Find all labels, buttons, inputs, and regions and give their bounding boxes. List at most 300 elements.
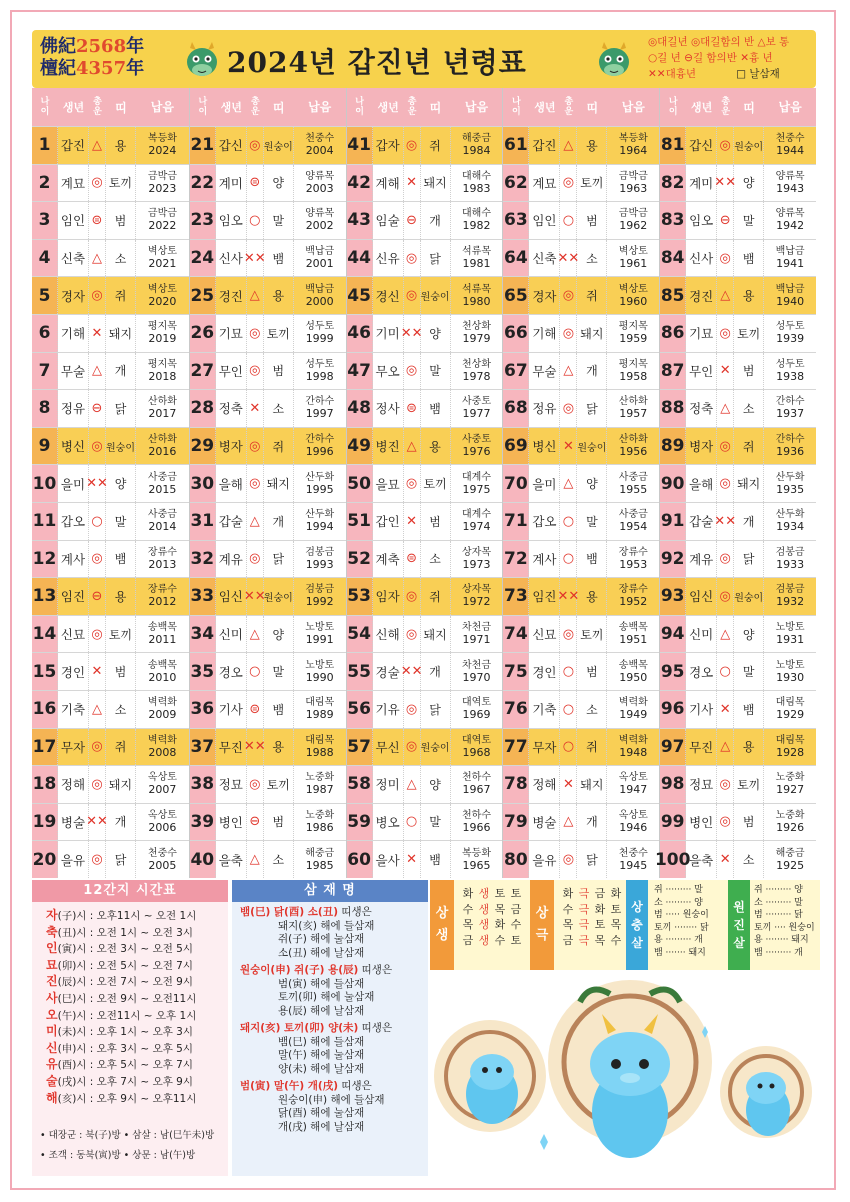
table-row	[347, 840, 503, 878]
table-header-row	[32, 88, 189, 126]
age-cell: 67	[503, 353, 529, 390]
ganzhi-cell: 무술	[58, 353, 89, 390]
napeum-cell	[294, 390, 346, 427]
table-row	[32, 803, 189, 841]
samjae-line: 소(丑) 해에 날삼재	[278, 946, 365, 959]
table-row	[32, 728, 189, 766]
napeum-cell	[451, 729, 503, 766]
birth-year: 1963	[619, 181, 648, 195]
napeum-name: 양류목	[775, 170, 805, 182]
napeum-name: 석류목	[462, 246, 491, 258]
chongun-cell: ◎	[89, 616, 106, 653]
chongun-cell: ◎	[717, 541, 734, 578]
age-column-block	[502, 88, 659, 878]
table-row	[347, 540, 503, 578]
napeum-cell	[136, 691, 189, 728]
age-cell: 43	[347, 202, 373, 239]
chongun-cell: ◎	[560, 390, 577, 427]
chongun-cell: ○	[247, 653, 264, 690]
samjae-zodiacs: 돼지(亥) 토끼(卯) 양(未)	[240, 1022, 359, 1034]
tti-cell: 쥐	[734, 428, 764, 465]
age-cell: 88	[660, 390, 686, 427]
ganzhi-cell: 신미	[216, 616, 247, 653]
ganzhi-cell: 을해	[216, 465, 247, 502]
five-element-row	[560, 902, 624, 918]
chongun-cell: ✕	[404, 165, 421, 202]
birth-year: 1929	[776, 708, 805, 722]
table-row	[32, 239, 189, 277]
chongun-cell: ◎	[560, 841, 577, 878]
chongun-cell: ◎	[560, 315, 577, 352]
birth-year: 1925	[776, 858, 805, 872]
birth-year: 1958	[619, 369, 648, 383]
chongun-cell: △	[247, 277, 264, 314]
samjae-line: 범(寅) 해에 들삼재	[278, 977, 365, 990]
ganzhi-cell: 신해	[373, 616, 404, 653]
samjae-title: 삼 재 명	[232, 880, 428, 902]
chongun-cell: ◎	[89, 277, 106, 314]
birth-year: 1945	[619, 858, 648, 872]
page-title: 2024년 갑진년 년령표	[227, 46, 527, 79]
napeum-cell	[451, 653, 503, 690]
napeum-name: 벽력화	[147, 697, 177, 709]
chongun-cell: △	[404, 766, 421, 803]
five-element-cell: 금	[562, 933, 574, 947]
age-cell: 12	[32, 541, 58, 578]
time-branch: 인	[46, 941, 58, 956]
chongun-cell: ◎	[404, 127, 421, 164]
birth-year: 1975	[462, 482, 491, 496]
birth-year: 1993	[305, 557, 334, 571]
birth-year: 1997	[305, 407, 334, 421]
table-row	[660, 502, 816, 540]
age-cell: 23	[190, 202, 216, 239]
tti-cell: 용	[264, 729, 294, 766]
napeum-name: 송백목	[147, 622, 177, 634]
birth-year: 2005	[148, 858, 177, 872]
ganzhi-cell: 갑오	[529, 503, 560, 540]
five-element-row	[460, 886, 524, 902]
tti-header: 띠	[115, 100, 127, 115]
napeum-name: 검봉금	[775, 546, 805, 558]
tti-cell: 뱀	[734, 240, 764, 277]
chongun-cell: △	[717, 616, 734, 653]
napeum-cell	[451, 616, 503, 653]
age-cell: 95	[660, 653, 686, 690]
birth-year: 1981	[462, 257, 491, 271]
dragon-illustrations	[430, 972, 820, 1176]
napeum-cell	[764, 804, 816, 841]
ganzhi-cell: 계축	[373, 541, 404, 578]
table-row	[503, 765, 659, 803]
chongun-cell: △	[247, 616, 264, 653]
table-row	[654, 840, 816, 878]
time-row	[46, 1074, 228, 1091]
napeum-name: 옥상토	[618, 809, 648, 821]
chongun-cell: ◎	[560, 616, 577, 653]
tti-cell: 개	[264, 503, 294, 540]
table-row	[503, 276, 659, 314]
chongun-cell: ⊜	[247, 691, 264, 728]
napeum-cell	[607, 277, 659, 314]
time-branch: 신	[46, 1040, 58, 1055]
napeum-cell	[764, 653, 816, 690]
ganzhi-cell: 을축	[216, 841, 247, 878]
five-element-cell: 수	[462, 902, 474, 916]
birth-year: 2014	[148, 520, 177, 534]
chongun-cell: △	[717, 390, 734, 427]
five-element-cell: 화	[610, 887, 622, 900]
five-element-cell: 목	[610, 918, 622, 931]
napeum-name: 노중화	[305, 772, 335, 784]
age-cell: 70	[503, 465, 529, 502]
birth-year: 1944	[776, 144, 805, 158]
birth-year: 1987	[305, 783, 334, 797]
chongun-cell: ✕✕	[247, 240, 264, 277]
age-cell: 74	[503, 616, 529, 653]
napeum-cell	[764, 315, 816, 352]
napeum-name: 노중화	[305, 809, 335, 821]
sangsaeng-table	[460, 886, 524, 948]
napeum-name: 천중수	[775, 133, 805, 145]
age-cell: 15	[32, 653, 58, 690]
ganzhi-cell: 병자	[686, 428, 717, 465]
ganzhi-cell: 을사	[373, 841, 404, 878]
birth-year: 1968	[462, 745, 491, 759]
ganzhi-cell: 갑술	[686, 503, 717, 540]
birth-year: 1980	[462, 294, 491, 308]
five-element-cell: 화	[594, 902, 606, 916]
birth-year: 1994	[305, 520, 334, 534]
age-cell: 11	[32, 503, 58, 540]
napeum-cell	[136, 653, 189, 690]
napeum-cell	[294, 616, 346, 653]
birth-year: 1957	[619, 407, 648, 421]
napeum-name: 대계수	[462, 471, 491, 483]
napeum-cell	[451, 804, 503, 841]
table-row	[503, 164, 659, 202]
samjae-group	[232, 964, 428, 1018]
tti-cell: 양	[106, 465, 136, 502]
chongun-cell: ◎	[560, 165, 577, 202]
pair-item: 범 ········· 닭	[754, 910, 803, 921]
napeum-cell	[607, 315, 659, 352]
samjae-panel	[232, 880, 428, 1176]
napeum-name: 해중금	[462, 133, 491, 145]
ganzhi-header: 생년	[220, 101, 242, 114]
table-row	[347, 276, 503, 314]
birth-year: 1948	[619, 745, 648, 759]
tti-cell: 쥐	[106, 277, 136, 314]
five-element-cell: 토	[510, 887, 522, 900]
tti-cell: 토끼	[264, 766, 294, 803]
chongun-cell: ◎	[404, 729, 421, 766]
table-row	[32, 464, 189, 502]
birth-year: 1937	[776, 407, 805, 421]
napeum-name: 금박금	[147, 208, 177, 220]
table-header-row	[660, 88, 816, 126]
ganzhi-cell: 신미	[686, 616, 717, 653]
sanggeuk-label-1: 상	[535, 906, 549, 921]
ganzhi-cell: 정축	[216, 390, 247, 427]
time-row	[46, 1041, 228, 1058]
napeum-name: 천상화	[462, 321, 491, 333]
napeum-name: 대림목	[775, 697, 805, 709]
five-element-cell: 금	[462, 933, 474, 947]
ganzhi-cell: 계해	[373, 165, 404, 202]
tti-cell: 용	[421, 428, 451, 465]
napeum-cell	[136, 465, 189, 502]
napeum-cell	[451, 353, 503, 390]
birth-year: 1969	[462, 708, 491, 722]
ganzhi-cell: 병신	[58, 428, 89, 465]
birth-year: 1970	[462, 670, 491, 684]
napeum-name: 복등화	[462, 847, 491, 859]
era1-label: 佛紀	[40, 36, 76, 57]
napeum-cell	[451, 691, 503, 728]
ganzhi-cell: 병인	[686, 804, 717, 841]
samjae-line: 쥐(子) 해에 눌삼재	[278, 933, 365, 945]
samjae-line: 돼지(亥) 해에 들삼재	[278, 919, 375, 932]
table-row	[190, 540, 346, 578]
ganzhi-header: 생년	[691, 101, 713, 114]
time-range: (未)시 : 오후 1시 ~ 오후 3시	[57, 1026, 194, 1039]
birth-year: 1964	[619, 144, 648, 158]
table-row	[32, 540, 189, 578]
napeum-cell	[136, 616, 189, 653]
ganzhi-cell: 경진	[216, 277, 247, 314]
napeum-cell	[764, 465, 816, 502]
napeum-header: 납음	[778, 100, 802, 114]
napeum-name: 산두화	[305, 471, 335, 483]
chongun-cell: △	[560, 353, 577, 390]
ganzhi-cell: 무오	[373, 353, 404, 390]
tti-cell: 원숭이	[264, 578, 294, 615]
table-row	[32, 502, 189, 540]
table-row	[347, 427, 503, 465]
chongun-cell: ◎	[717, 428, 734, 465]
table-row	[660, 239, 816, 277]
ganzhi-cell: 신사	[686, 240, 717, 277]
age-cell: 61	[503, 127, 529, 164]
napeum-cell	[136, 541, 189, 578]
napeum-cell	[451, 315, 503, 352]
ganzhi-cell: 기축	[529, 691, 560, 728]
birth-year: 2000	[305, 294, 334, 308]
napeum-cell	[607, 240, 659, 277]
sangsaeng-label-1: 상	[435, 906, 449, 921]
pair-item: 토끼 ········ 닭	[654, 922, 709, 933]
chongun-cell: △	[247, 841, 264, 878]
tti-cell: 닭	[421, 240, 451, 277]
age-cell: 35	[190, 653, 216, 690]
napeum-name: 대해수	[462, 170, 491, 182]
table-row	[347, 690, 503, 728]
age-cell: 80	[503, 841, 529, 878]
ganzhi-cell: 기해	[58, 315, 89, 352]
birth-year: 2023	[148, 181, 177, 195]
age-cell: 85	[660, 277, 686, 314]
napeum-cell	[607, 465, 659, 502]
napeum-cell	[136, 240, 189, 277]
napeum-cell	[764, 127, 816, 164]
chongun-cell: ⊜	[247, 165, 264, 202]
napeum-cell	[451, 277, 503, 314]
napeum-cell	[294, 691, 346, 728]
vertical-label-char: 살	[733, 936, 745, 950]
ganzhi-cell: 을유	[58, 841, 89, 878]
napeum-cell	[451, 465, 503, 502]
age-cell: 18	[32, 766, 58, 803]
samjae-head	[240, 964, 428, 978]
tti-cell: 개	[421, 653, 451, 690]
five-element-cell: 금	[594, 887, 606, 900]
birth-year: 1941	[776, 257, 805, 271]
napeum-name: 노방토	[305, 622, 335, 634]
samjae-group	[232, 906, 428, 960]
birth-year: 1991	[305, 633, 334, 647]
napeum-name: 노방토	[775, 622, 805, 634]
table-row	[503, 728, 659, 766]
tti-cell: 개	[106, 804, 136, 841]
birth-year: 1953	[619, 557, 648, 571]
birth-year: 1988	[305, 745, 334, 759]
birth-year: 1990	[305, 670, 334, 684]
age-cell: 38	[190, 766, 216, 803]
age-cell: 64	[503, 240, 529, 277]
chongun-cell: ⊖	[89, 578, 106, 615]
ganzhi-cell: 을유	[529, 841, 560, 878]
age-cell: 96	[660, 691, 686, 728]
napeum-name: 천중수	[618, 847, 648, 859]
sangchung-label	[626, 880, 648, 970]
table-row	[347, 615, 503, 653]
age-cell: 40	[190, 841, 216, 878]
chongun-cell: ◎	[717, 578, 734, 615]
age-cell: 50	[347, 465, 373, 502]
chongun-header: 총 운	[250, 97, 260, 117]
chongun-cell: ◎	[404, 240, 421, 277]
table-row	[660, 164, 816, 202]
table-row	[190, 765, 346, 803]
napeum-name: 성두토	[305, 358, 335, 370]
tti-cell: 원숭이	[421, 277, 451, 314]
age-header: 나 이	[503, 88, 529, 126]
chongun-header: 총 운	[93, 97, 102, 117]
chongun-cell: ○	[89, 503, 106, 540]
ganzhi-cell: 임신	[216, 578, 247, 615]
chongun-cell: ✕✕	[247, 729, 264, 766]
table-row	[503, 615, 659, 653]
napeum-cell	[294, 578, 346, 615]
tti-cell: 토끼	[264, 315, 294, 352]
chongun-cell: △	[89, 353, 106, 390]
samjae-suffix: 띠생은	[338, 906, 372, 918]
age-cell: 56	[347, 691, 373, 728]
napeum-cell	[607, 428, 659, 465]
age-cell: 29	[190, 428, 216, 465]
ganzhi-cell: 계유	[216, 541, 247, 578]
tti-cell: 양	[264, 165, 294, 202]
ganzhi-cell: 기사	[686, 691, 717, 728]
time-row	[46, 991, 228, 1008]
time-range: (午)시 : 오전11시 ~ 오후 1시	[57, 1009, 197, 1022]
chongun-cell: ✕✕	[404, 315, 421, 352]
age-cell: 5	[32, 277, 58, 314]
age-cell: 82	[660, 165, 686, 202]
age-header: 나 이	[347, 88, 373, 126]
vertical-label-char: 원	[733, 900, 745, 914]
ganzhi-cell: 을미	[529, 465, 560, 502]
napeum-name: 천하수	[462, 809, 491, 821]
time-range: (寅)시 : 오전 3시 ~ 오전 5시	[57, 943, 194, 956]
samjae-zodiacs: 뱀(巳) 닭(酉) 소(丑)	[240, 906, 339, 918]
chongun-cell: ◎	[560, 277, 577, 314]
sanggeuk-label-2: 극	[535, 928, 549, 943]
chongun-cell: ✕✕	[247, 578, 264, 615]
napeum-name: 백납금	[775, 246, 805, 258]
samjae-zodiacs: 원숭이(申) 쥐(子) 용(辰)	[240, 964, 359, 976]
five-element-cell: 토	[494, 887, 506, 900]
time-row	[46, 941, 228, 958]
chongun-cell: ◎	[717, 465, 734, 502]
chongun-cell: ✕✕	[717, 503, 734, 540]
napeum-cell	[294, 541, 346, 578]
table-row	[503, 803, 659, 841]
age-cell: 44	[347, 240, 373, 277]
chongun-cell: ◎	[404, 277, 421, 314]
five-element-cell: 생	[478, 887, 490, 900]
ganzhi-cell: 신유	[373, 240, 404, 277]
five-element-cell: 수	[562, 902, 574, 916]
ganzhi-cell: 정유	[58, 390, 89, 427]
ganzhi-cell: 계사	[58, 541, 89, 578]
napeum-cell	[607, 653, 659, 690]
age-cell: 92	[660, 541, 686, 578]
age-cell: 9	[32, 428, 58, 465]
napeum-name: 산두화	[775, 509, 805, 521]
table-row	[660, 803, 816, 841]
ganzhi-cell: 무인	[216, 353, 247, 390]
age-cell: 41	[347, 127, 373, 164]
time-range: (亥)시 : 오후 9시 ~ 오후11시	[57, 1092, 197, 1105]
birth-year: 1977	[462, 407, 491, 421]
birth-year: 1926	[776, 820, 805, 834]
napeum-cell	[607, 202, 659, 239]
legend-item: ◎대길함의 반	[690, 36, 755, 48]
tti-cell: 말	[264, 202, 294, 239]
five-element-cell: 극	[578, 902, 590, 916]
napeum-name: 차천금	[462, 622, 491, 634]
birth-year: 1931	[776, 633, 805, 647]
napeum-name: 장류수	[618, 546, 648, 558]
age-cell: 93	[660, 578, 686, 615]
napeum-name: 평지목	[618, 321, 648, 333]
pair-item: 쥐 ········· 양	[754, 885, 803, 895]
five-element-cell: 금	[510, 902, 522, 916]
napeum-cell	[294, 202, 346, 239]
ganzhi-cell: 갑신	[686, 127, 717, 164]
five-element-row	[460, 917, 524, 933]
napeum-cell	[294, 240, 346, 277]
napeum-cell	[294, 729, 346, 766]
tti-cell: 원숭이	[106, 428, 136, 465]
tti-cell: 소	[106, 691, 136, 728]
tti-cell: 소	[106, 240, 136, 277]
ganzhi-cell: 갑오	[58, 503, 89, 540]
chongun-cell: ◎	[717, 240, 734, 277]
napeum-cell	[451, 390, 503, 427]
